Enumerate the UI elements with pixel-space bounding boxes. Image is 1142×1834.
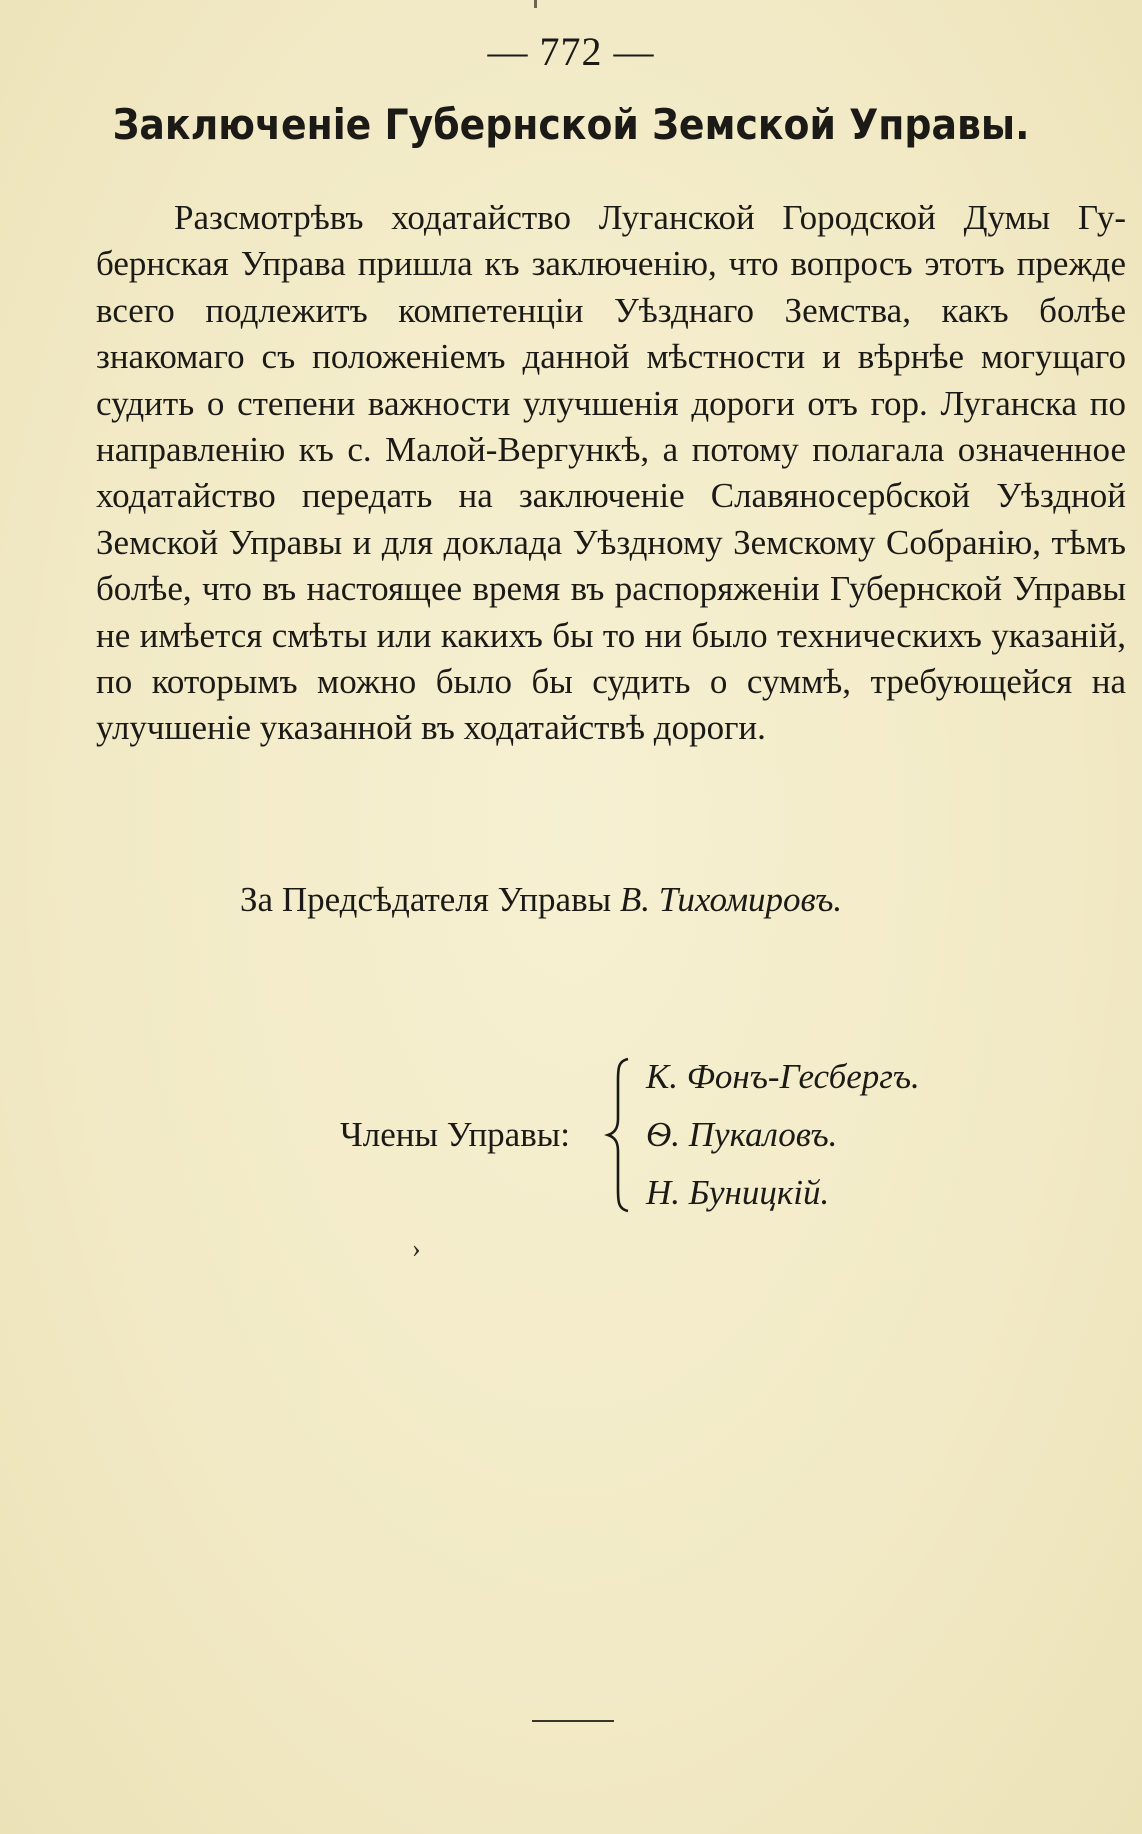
members-label: Члены Управы:	[340, 1115, 570, 1154]
brace-icon	[604, 1055, 634, 1215]
stray-print-mark: ›	[412, 1234, 421, 1263]
chairman-prefix: За Предсѣдателя Управы	[240, 880, 612, 919]
member-name-pukalov: Ѳ. Пукаловъ.	[646, 1115, 838, 1154]
body-paragraph: Разсмотрѣвъ ходатайство Луганской Городской Думы Губернская Управа пришла къ заключенію, что вопросъ этотъ прежде всего подлежитъ компетенціи Уѣзднаго Земства, какъ болѣе знакомаго съ положеніемъ данной мѣстности и вѣрнѣе могущаго судить о степени важности улучшенія дороги отъ гор. Луганска по направленію къ с. Малой-Вергункѣ, а потому полагала означенное ходатайство передать на заключеніе Славяносербской Уѣздной Земской Управы и для доклада Уѣздному Земскому Собранію, тѣмъ болѣе, что въ настоящее время въ распоряженіи Губернской Управы не имѣется смѣты или какихъ бы то ни было техническихъ указаній, по которымъ можно было бы судить о суммѣ, требующейся на улучшеніе указанной въ ходатайствѣ дороги.	[96, 198, 1126, 748]
page-number: — 772 —	[487, 29, 655, 74]
bottom-rule-divider	[532, 1720, 614, 1722]
top-edge-mark	[534, 0, 537, 8]
document-title: Заключенiе Губернской Земской Управы.	[112, 100, 1030, 149]
member-name-bunitsky: Н. Буницкій.	[646, 1173, 830, 1212]
chairman-signature-line	[240, 880, 1060, 920]
members-block	[0, 1055, 1142, 1215]
chairman-name: В. Тихомировъ.	[619, 880, 843, 919]
member-name-fon-gesberg: К. Фонъ-Гесбергъ.	[646, 1057, 920, 1096]
